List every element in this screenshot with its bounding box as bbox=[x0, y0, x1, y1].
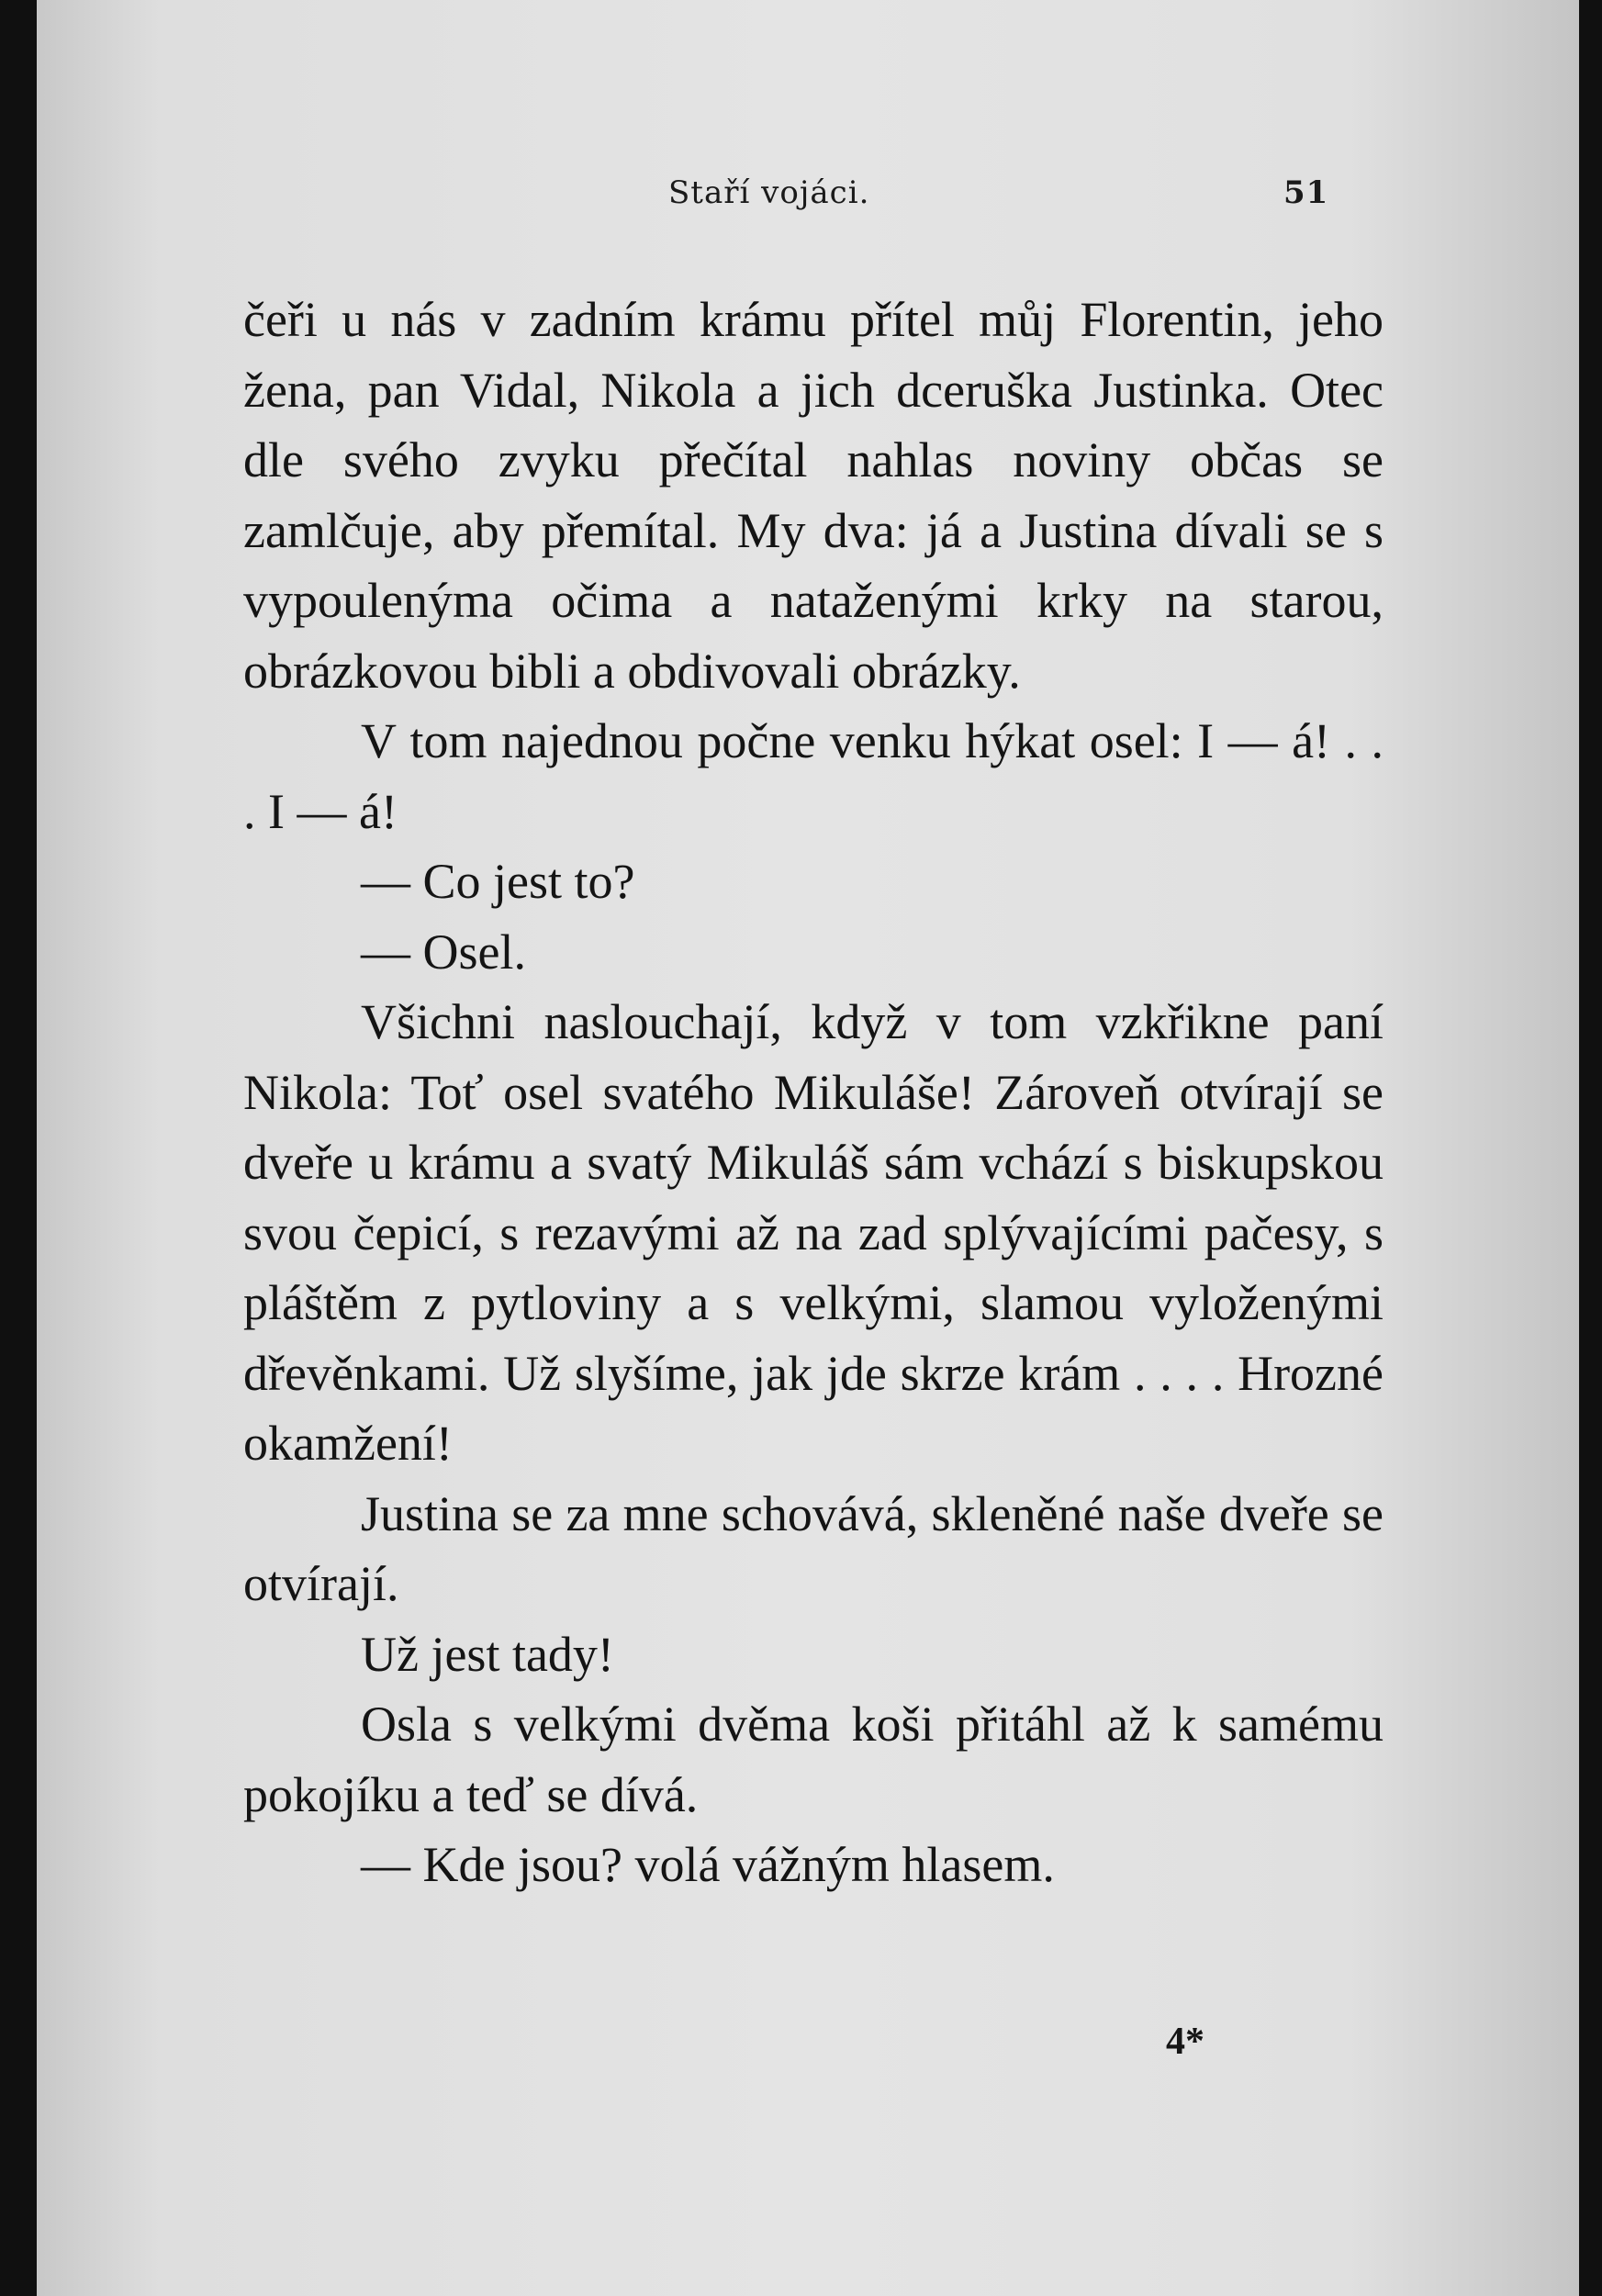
running-title: Staří vojáci. bbox=[668, 174, 870, 211]
page-number: 51 bbox=[1283, 174, 1329, 211]
paragraph: Všichni naslouchají, když v tom vzkřikne paní Nikola: Toť osel svatého Mikuláše! Zároveň otvírají se dveře u krámu a svatý Mikuláš sám vchází s biskupskou svou čepicí, s rezavými až na zad splývajícími pačesy, s pláštěm z pytloviny a s velkými, slamou vyloženými dřevěnkami. Už slyšíme, jak jde skrze krám . . . . Hrozné okamžení! bbox=[243, 994, 1384, 1471]
paragraph: Osla s velkými dvěma koši přitáhl až k samému pokojíku a teď se dívá. bbox=[243, 1697, 1384, 1822]
dialogue-line: — Kde jsou? volá vážným hlasem. bbox=[361, 1837, 1055, 1892]
dialogue-line: — Osel. bbox=[361, 924, 526, 980]
page-header bbox=[37, 174, 1579, 222]
paragraph: Justina se za mne schovává, skleněné naše dveře se otvírají. bbox=[243, 1485, 1384, 1611]
signature-mark: 4* bbox=[1166, 2021, 1204, 2063]
book-page bbox=[37, 0, 1579, 2296]
paragraph: Už jest tady! bbox=[361, 1626, 614, 1682]
paragraph: čeři u nás v zadním krámu přítel můj Florentin, jeho žena, pan Vidal, Nikola a jich dceruška Justinka. Otec dle svého zvyku přečítal nahlas noviny občas se zamlčuje, aby přemítal. My dva: já a Justina dívali se s vypoulenýma očima a nataženými krky na starou, obrázkovou bibli a obdivovali obrázky. bbox=[243, 292, 1384, 699]
body-text bbox=[243, 285, 1384, 1900]
dialogue-line: — Co jest to? bbox=[361, 854, 635, 909]
paragraph: V tom najednou počne venku hýkat osel: I — á! . . . I — á! bbox=[243, 713, 1384, 839]
